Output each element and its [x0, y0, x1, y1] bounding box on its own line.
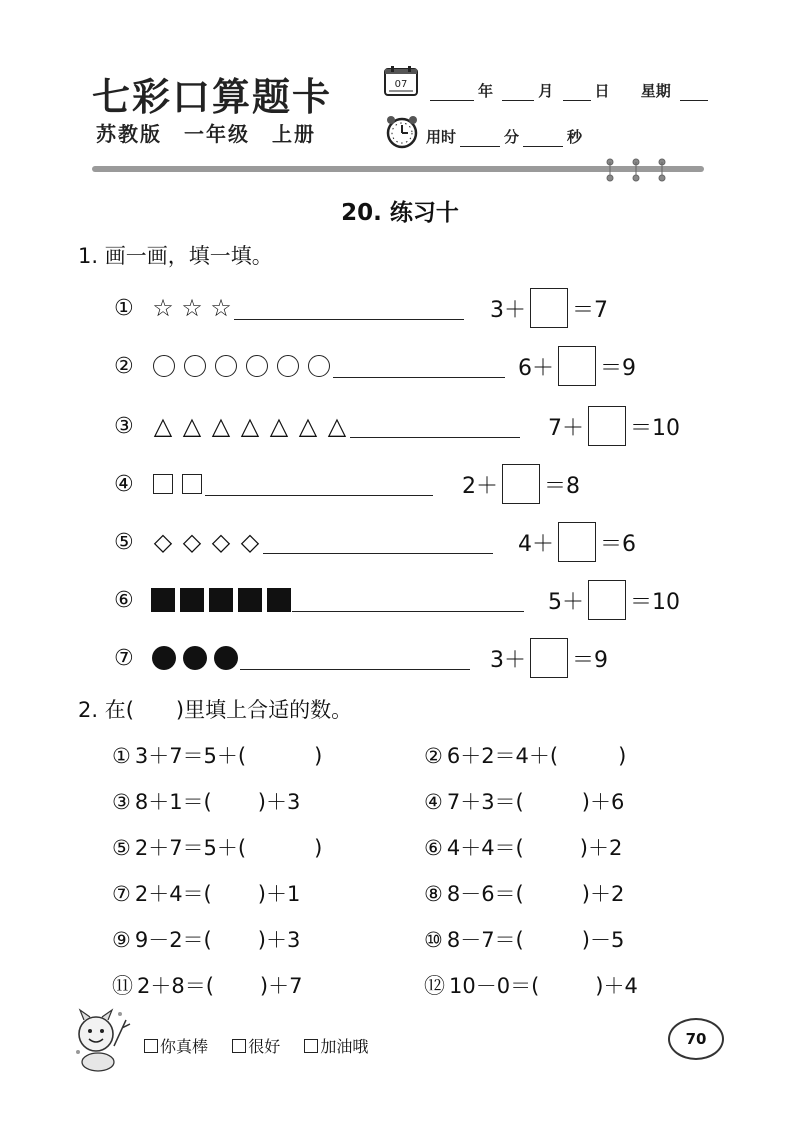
circle-shape — [153, 355, 175, 377]
calendar-day: 07 — [394, 79, 408, 90]
rating-checkbox-2[interactable] — [232, 1039, 246, 1053]
minute-label: 分 — [504, 128, 520, 146]
fill-item-7 — [112, 878, 300, 908]
calendar-icon — [384, 66, 418, 96]
item-expression-before: 2＋8＝( — [137, 974, 214, 998]
item-number: ③ — [112, 790, 131, 814]
answer-box[interactable] — [588, 580, 626, 620]
year-blank[interactable] — [430, 86, 474, 101]
row-number: ⑥ — [114, 587, 134, 613]
item-number: ⑧ — [424, 882, 443, 906]
answer-box[interactable] — [530, 638, 568, 678]
second-label: 秒 — [567, 128, 583, 146]
draw-row-2 — [114, 346, 505, 386]
year-label: 年 — [478, 82, 494, 100]
fill-item-1 — [112, 740, 322, 770]
shape-group — [150, 295, 234, 321]
equation-left: 6＋ — [518, 355, 554, 381]
section-1-heading: 1. 画一画，填一填。 — [78, 244, 273, 268]
answer-box[interactable] — [588, 406, 626, 446]
fill-item-4 — [424, 786, 624, 816]
filled-square-shape — [180, 588, 204, 612]
item-number: ① — [112, 744, 131, 768]
month-blank[interactable] — [502, 86, 534, 101]
item-expression-before: 6＋2＝4＋( — [446, 744, 559, 768]
fill-item-3 — [112, 786, 300, 816]
item-number: ④ — [424, 790, 443, 814]
answer-box[interactable] — [530, 288, 568, 328]
item-number: ⑥ — [424, 836, 443, 860]
filled-square-shape — [209, 588, 233, 612]
diamond-shape: ◇ — [240, 528, 260, 556]
item-expression-before: 9－2＝( — [134, 928, 212, 952]
item-expression-before: 2＋7＝5＋( — [134, 836, 247, 860]
equation-1 — [490, 286, 608, 330]
triangle-shape: △ — [182, 412, 202, 440]
equation-right: ＝9 — [572, 647, 608, 673]
item-expression-before: 3＋7＝5＋( — [134, 744, 247, 768]
drawing-line[interactable] — [292, 611, 524, 612]
item-number: ② — [424, 744, 443, 768]
time-fields — [426, 126, 582, 147]
triangle-shape: △ — [153, 412, 173, 440]
item-number: ⑫ — [424, 974, 445, 998]
row-number: ④ — [114, 471, 134, 497]
rating-checkbox-1[interactable] — [144, 1039, 158, 1053]
circle-shape — [215, 355, 237, 377]
triangle-shape: △ — [240, 412, 260, 440]
fill-item-2 — [424, 740, 626, 770]
item-expression-after: ) — [314, 836, 323, 860]
draw-row-7 — [114, 638, 470, 678]
row-number: ③ — [114, 413, 134, 439]
filled-circle-shape — [152, 646, 176, 670]
fill-item-9 — [112, 924, 300, 954]
divider-ornament-icon — [600, 158, 670, 182]
self-rating — [144, 1034, 368, 1057]
item-expression-before: 8－7＝( — [446, 928, 524, 952]
filled-square-shape — [267, 588, 291, 612]
shape-group — [150, 588, 292, 612]
drawing-line[interactable] — [205, 495, 433, 496]
month-label: 月 — [538, 82, 554, 100]
item-number: ⑪ — [112, 974, 133, 998]
row-number: ⑦ — [114, 645, 134, 671]
item-expression-before: 7＋3＝( — [446, 790, 524, 814]
rating-checkbox-3[interactable] — [304, 1039, 318, 1053]
circle-shape — [277, 355, 299, 377]
diamond-shape: ◇ — [182, 528, 202, 556]
drawing-line[interactable] — [333, 377, 505, 378]
edition-label: 苏教版 一年级 上册 — [96, 122, 316, 146]
shape-group — [150, 646, 240, 670]
item-expression-before: 8＋1＝( — [134, 790, 212, 814]
item-expression-before: 10－0＝( — [449, 974, 540, 998]
star-shape: ☆ — [210, 294, 232, 322]
item-expression-after: )＋4 — [595, 974, 638, 998]
time-label: 用时 — [426, 128, 457, 146]
filled-circle-shape — [183, 646, 207, 670]
rating-label-2: 很好 — [248, 1037, 281, 1056]
item-expression-after: ) — [314, 744, 323, 768]
fill-item-5 — [112, 832, 322, 862]
drawing-line[interactable] — [350, 437, 520, 438]
equation-3 — [548, 404, 680, 448]
triangle-shape: △ — [269, 412, 289, 440]
equation-4 — [462, 462, 580, 506]
brand-title: 七彩口算题卡 — [92, 74, 333, 119]
mascot-icon — [70, 1006, 134, 1072]
circle-shape — [308, 355, 330, 377]
equation-left: 4＋ — [518, 531, 554, 557]
answer-box[interactable] — [502, 464, 540, 504]
equation-5 — [518, 520, 636, 564]
item-expression-after: ) — [618, 744, 627, 768]
day-blank[interactable] — [563, 86, 591, 101]
drawing-line[interactable] — [240, 669, 470, 670]
circle-shape — [184, 355, 206, 377]
lesson-title: 20. 练习十 — [341, 200, 459, 226]
fill-item-8 — [424, 878, 624, 908]
equation-right: ＝9 — [600, 355, 636, 381]
answer-box[interactable] — [558, 346, 596, 386]
equation-2 — [518, 344, 636, 388]
equation-6 — [548, 578, 680, 622]
item-expression-before: 8－6＝( — [446, 882, 524, 906]
square-shape — [182, 474, 202, 494]
draw-row-5 — [114, 522, 493, 562]
item-expression-after: )＋7 — [259, 974, 303, 998]
answer-box[interactable] — [558, 522, 596, 562]
filled-circle-shape — [214, 646, 238, 670]
rating-label-1: 你真棒 — [160, 1037, 209, 1056]
rating-label-3: 加油哦 — [320, 1037, 369, 1056]
row-number: ① — [114, 295, 134, 321]
equation-left: 5＋ — [548, 589, 584, 615]
shape-group — [150, 355, 333, 377]
diamond-shape: ◇ — [211, 528, 231, 556]
triangle-shape: △ — [327, 412, 347, 440]
item-number: ⑤ — [112, 836, 131, 860]
filled-square-shape — [238, 588, 262, 612]
drawing-line[interactable] — [263, 553, 493, 554]
diamond-shape: ◇ — [153, 528, 173, 556]
item-expression-after: )－5 — [581, 928, 625, 952]
row-number: ⑤ — [114, 529, 134, 555]
date-fields — [426, 80, 712, 101]
shape-group — [150, 413, 350, 439]
equation-left: 7＋ — [548, 415, 584, 441]
section-2-heading: 2. 在( )里填上合适的数。 — [78, 698, 353, 722]
equation-left: 3＋ — [490, 297, 526, 323]
item-number: ⑦ — [112, 882, 131, 906]
item-expression-after: )＋3 — [257, 928, 301, 952]
item-expression-before: 4＋4＝( — [446, 836, 524, 860]
circle-shape — [246, 355, 268, 377]
equation-7 — [490, 636, 608, 680]
square-shape — [153, 474, 173, 494]
equation-left: 3＋ — [490, 647, 526, 673]
page-number: 70 — [668, 1018, 724, 1060]
seconds-blank[interactable] — [523, 132, 563, 147]
item-expression-after: )＋2 — [581, 882, 625, 906]
weekday-label: 星期 — [640, 82, 671, 100]
row-number: ② — [114, 353, 134, 379]
draw-row-3 — [114, 406, 520, 446]
draw-row-4 — [114, 464, 433, 504]
equation-right: ＝10 — [630, 415, 680, 441]
alarm-clock-icon — [384, 114, 420, 150]
drawing-line[interactable] — [234, 319, 464, 320]
draw-row-6 — [114, 580, 524, 620]
day-label: 日 — [594, 82, 610, 100]
equation-left: 2＋ — [462, 473, 498, 499]
filled-square-shape — [151, 588, 175, 612]
item-number: ⑨ — [112, 928, 131, 952]
item-number: ⑩ — [424, 928, 443, 952]
star-shape: ☆ — [181, 294, 203, 322]
equation-right: ＝6 — [600, 531, 636, 557]
shape-group — [150, 529, 263, 555]
triangle-shape: △ — [298, 412, 318, 440]
minutes-blank[interactable] — [460, 132, 500, 147]
item-expression-after: )＋6 — [581, 790, 625, 814]
item-expression-after: )＋3 — [257, 790, 301, 814]
weekday-blank[interactable] — [680, 86, 708, 101]
fill-item-6 — [424, 832, 622, 862]
shape-group — [150, 474, 205, 494]
fill-item-10 — [424, 924, 624, 954]
triangle-shape: △ — [211, 412, 231, 440]
star-shape: ☆ — [152, 294, 174, 322]
fill-item-12 — [424, 970, 638, 1000]
equation-right: ＝10 — [630, 589, 680, 615]
equation-right: ＝7 — [572, 297, 608, 323]
item-expression-after: )＋1 — [257, 882, 301, 906]
equation-right: ＝8 — [544, 473, 580, 499]
fill-item-11 — [112, 970, 302, 1000]
draw-row-1 — [114, 288, 464, 328]
item-expression-before: 2＋4＝( — [134, 882, 212, 906]
item-expression-after: )＋2 — [579, 836, 623, 860]
